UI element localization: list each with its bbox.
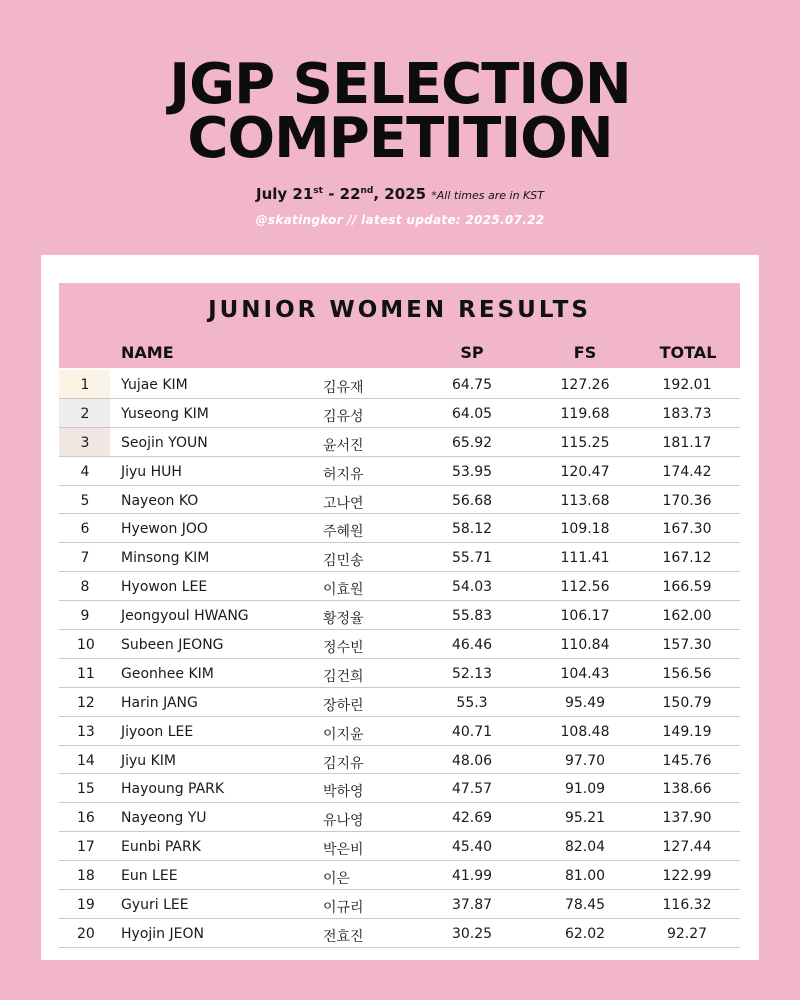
fs-score-cell: 120.47 xyxy=(560,463,610,480)
fs-score-cell: 104.43 xyxy=(560,665,610,682)
total-score-cell: 137.90 xyxy=(662,810,712,827)
korean-name-cell: 전효진 xyxy=(323,928,364,945)
table-row xyxy=(59,370,740,399)
rank-cell: 8 xyxy=(80,579,90,596)
date-prefix: July 21 xyxy=(256,185,314,203)
name-cell: Jiyu HUH xyxy=(121,463,182,480)
total-score-cell: 192.01 xyxy=(662,377,712,393)
sp-score-cell: 53.95 xyxy=(451,463,493,480)
name-cell: Eunbi PARK xyxy=(121,839,201,856)
fs-score-cell: 78.45 xyxy=(564,897,606,914)
rank-cell: 3 xyxy=(80,434,90,451)
name-cell: Nayeon KO xyxy=(121,492,199,509)
fs-score-cell: 119.68 xyxy=(560,405,610,422)
sp-score-cell: 55.3 xyxy=(456,694,488,711)
total-score-cell: 157.30 xyxy=(662,637,712,654)
col-header-fs: FS xyxy=(573,343,597,362)
rank-cell: 6 xyxy=(80,521,90,538)
fs-score-cell: 81.00 xyxy=(564,868,606,885)
fs-score-cell: 108.48 xyxy=(560,723,610,740)
results-card xyxy=(41,255,759,960)
total-score-cell: 116.32 xyxy=(662,897,712,914)
name-cell: Hayoung PARK xyxy=(121,781,225,798)
table-row xyxy=(59,717,740,746)
korean-name-cell: 김유성 xyxy=(323,408,364,425)
table-row xyxy=(59,688,740,717)
fs-score-cell: 95.21 xyxy=(564,810,606,827)
total-score-cell: 92.27 xyxy=(666,925,708,942)
korean-name-cell: 장하린 xyxy=(323,697,364,714)
fs-score-cell: 95.49 xyxy=(564,694,606,711)
sp-score-cell: 64.05 xyxy=(451,405,493,422)
name-cell: Hyojin JEON xyxy=(121,925,204,942)
fs-score-cell: 111.41 xyxy=(560,550,610,567)
fs-score-cell: 115.25 xyxy=(560,434,610,451)
sp-score-cell: 55.71 xyxy=(451,550,493,567)
name-cell: Jiyu KIM xyxy=(121,752,177,769)
name-cell: Yuseong KIM xyxy=(121,405,209,422)
rank-cell: 4 xyxy=(80,463,90,480)
korean-name-cell: 이지윤 xyxy=(323,726,364,743)
total-score-cell: 166.59 xyxy=(662,579,712,596)
sp-score-cell: 41.99 xyxy=(451,868,493,885)
col-header-total: TOTAL xyxy=(659,343,717,362)
rank-cell: 12 xyxy=(77,694,95,711)
rank-cell: 20 xyxy=(77,925,95,942)
table-row xyxy=(59,543,740,572)
sp-score-cell: 58.12 xyxy=(451,521,493,538)
rank-cell: 11 xyxy=(77,665,95,682)
rank-cell: 17 xyxy=(77,839,95,856)
korean-name-cell: 황정율 xyxy=(323,611,364,628)
results-table xyxy=(59,370,740,948)
total-score-cell: 122.99 xyxy=(662,868,712,885)
name-cell: Subeen JEONG xyxy=(121,637,224,654)
fs-score-cell: 91.09 xyxy=(564,781,606,798)
total-score-cell: 174.42 xyxy=(662,463,712,480)
date-suffix: , 2025 xyxy=(373,185,427,203)
sp-score-cell: 56.68 xyxy=(451,492,493,509)
table-row xyxy=(59,601,740,630)
total-score-cell: 167.30 xyxy=(662,521,712,538)
sp-score-cell: 64.75 xyxy=(451,377,493,393)
sp-score-cell: 54.03 xyxy=(451,579,493,596)
table-row xyxy=(59,399,740,428)
korean-name-cell: 김민송 xyxy=(323,553,364,570)
total-score-cell: 150.79 xyxy=(662,694,712,711)
event-dates xyxy=(0,185,800,203)
section-title: JUNIOR WOMEN RESULTS xyxy=(208,297,591,323)
rank-cell: 10 xyxy=(77,637,95,654)
sp-score-cell: 52.13 xyxy=(451,665,493,682)
korean-name-cell: 김유재 xyxy=(323,380,364,396)
fs-score-cell: 110.84 xyxy=(560,637,610,654)
fs-score-cell: 109.18 xyxy=(560,521,610,538)
korean-name-cell: 허지유 xyxy=(323,466,364,483)
rank-cell: 13 xyxy=(77,723,95,740)
table-row xyxy=(59,630,740,659)
name-cell: Hyowon LEE xyxy=(121,579,208,596)
credit-line: @skatingkor // latest update: 2025.07.22 xyxy=(255,213,545,227)
name-cell: Jiyoon LEE xyxy=(121,723,194,740)
rank-cell: 18 xyxy=(77,868,95,885)
fs-score-cell: 112.56 xyxy=(560,579,610,596)
results-header-band xyxy=(59,283,740,368)
table-row xyxy=(59,890,740,919)
rank-cell: 14 xyxy=(77,752,95,769)
name-cell: Eun LEE xyxy=(121,868,178,885)
sp-score-cell: 40.71 xyxy=(451,723,493,740)
fs-score-cell: 62.02 xyxy=(564,925,606,942)
col-header-name: NAME xyxy=(121,343,174,362)
table-row xyxy=(59,457,740,486)
total-score-cell: 183.73 xyxy=(662,405,712,422)
korean-name-cell: 주혜원 xyxy=(323,524,364,541)
fs-score-cell: 113.68 xyxy=(560,492,610,509)
sp-score-cell: 65.92 xyxy=(451,434,493,451)
sp-score-cell: 47.57 xyxy=(451,781,493,798)
title-line-1: JGP SELECTION xyxy=(169,52,631,117)
table-row xyxy=(59,428,740,457)
rank-cell: 1 xyxy=(80,377,90,393)
col-header-sp: SP xyxy=(460,343,484,362)
total-score-cell: 145.76 xyxy=(662,752,712,769)
korean-name-cell: 유나영 xyxy=(323,813,364,830)
table-row xyxy=(59,803,740,832)
fs-score-cell: 106.17 xyxy=(560,608,610,625)
rank-cell: 7 xyxy=(80,550,90,567)
table-row xyxy=(59,514,740,543)
table-row xyxy=(59,919,740,948)
fs-score-cell: 82.04 xyxy=(564,839,606,856)
total-score-cell: 167.12 xyxy=(662,550,712,567)
total-score-cell: 156.56 xyxy=(662,665,712,682)
rank-cell: 15 xyxy=(77,781,95,798)
korean-name-cell: 윤서진 xyxy=(323,437,364,454)
table-row xyxy=(59,659,740,688)
fs-score-cell: 97.70 xyxy=(564,752,606,769)
table-row xyxy=(59,832,740,861)
sp-score-cell: 30.25 xyxy=(451,925,493,942)
date-sup-1: st xyxy=(313,186,323,196)
name-cell: Seojin YOUN xyxy=(121,434,208,451)
sp-score-cell: 55.83 xyxy=(451,608,493,625)
name-cell: Hyewon JOO xyxy=(121,521,208,538)
sp-score-cell: 45.40 xyxy=(451,839,493,856)
sp-score-cell: 37.87 xyxy=(451,897,493,914)
name-cell: Jeongyoul HWANG xyxy=(121,608,249,625)
korean-name-cell: 고나연 xyxy=(323,495,364,512)
korean-name-cell: 김지유 xyxy=(323,755,364,772)
name-cell: Geonhee KIM xyxy=(121,665,214,682)
korean-name-cell: 정수빈 xyxy=(323,640,364,657)
sp-score-cell: 42.69 xyxy=(451,810,493,827)
name-cell: Gyuri LEE xyxy=(121,897,189,914)
korean-name-cell: 김건희 xyxy=(323,668,364,685)
name-cell: Yujae KIM xyxy=(121,377,188,393)
total-score-cell: 127.44 xyxy=(662,839,712,856)
total-score-cell: 149.19 xyxy=(662,723,712,740)
name-cell: Minsong KIM xyxy=(121,550,210,567)
fs-score-cell: 127.26 xyxy=(560,377,610,393)
rank-cell: 5 xyxy=(80,492,90,509)
rank-cell: 2 xyxy=(80,405,90,422)
date-sup-2: nd xyxy=(360,186,374,196)
name-cell: Harin JANG xyxy=(121,694,198,711)
rank-cell: 9 xyxy=(80,608,90,625)
total-score-cell: 138.66 xyxy=(662,781,712,798)
total-score-cell: 162.00 xyxy=(662,608,712,625)
sp-score-cell: 46.46 xyxy=(451,637,493,654)
korean-name-cell: 이규리 xyxy=(323,900,364,917)
korean-name-cell: 박은비 xyxy=(323,842,364,859)
page-title xyxy=(0,52,800,171)
table-row xyxy=(59,486,740,515)
total-score-cell: 170.36 xyxy=(662,492,712,509)
time-note: *All times are in KST xyxy=(431,189,544,202)
table-row xyxy=(59,572,740,601)
sp-score-cell: 48.06 xyxy=(451,752,493,769)
rank-cell: 16 xyxy=(77,810,95,827)
name-cell: Nayeong YU xyxy=(121,810,207,827)
table-row xyxy=(59,746,740,775)
title-line-2: COMPETITION xyxy=(187,106,613,171)
korean-name-cell: 박하영 xyxy=(323,784,364,801)
date-mid: - 22 xyxy=(322,185,361,203)
korean-name-cell: 이은 xyxy=(323,871,351,888)
korean-name-cell: 이효원 xyxy=(323,582,364,599)
rank-cell: 19 xyxy=(77,897,95,914)
total-score-cell: 181.17 xyxy=(662,434,712,451)
table-row xyxy=(59,861,740,890)
table-row xyxy=(59,774,740,803)
